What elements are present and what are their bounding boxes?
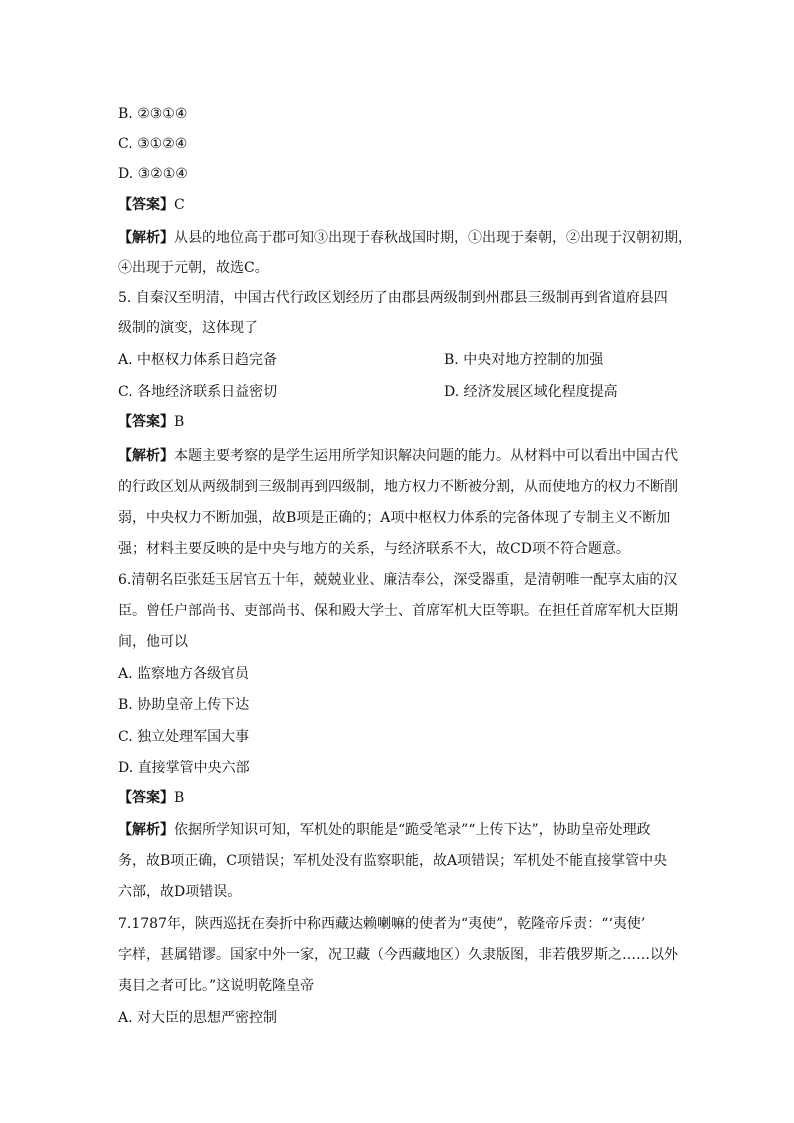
answer-value: B	[174, 790, 185, 806]
q6-stem-line: 间，他可以	[118, 634, 188, 650]
q6-option-a: A. 监察地方各级官员	[118, 666, 250, 682]
q6-stem-line: 臣。曾任户部尚书、吏部尚书、保和殿大学士、首席军机大臣等职。在担任首席军机大臣期	[118, 603, 678, 619]
q5-option-c: C. 各地经济联系日益密切	[118, 384, 278, 400]
q5-stem-line: 5. 自秦汉至明清，中国古代行政区划经历了由郡县两级制到州郡县三级制再到省道府县四	[118, 290, 668, 306]
q5-option-d: D. 经济发展区域化程度提高	[444, 384, 618, 400]
q5-answer	[118, 412, 184, 432]
analysis-label: 【解析】	[118, 230, 174, 246]
answer-value: B	[174, 414, 185, 430]
q4-option-d: D. ③②①④	[118, 166, 188, 182]
q5-analysis-line: 弱，中央权力不断加强，故B项是正确的；A项中枢权力体系的完备体现了专制主义不断加	[118, 510, 671, 526]
q6-analysis-line: 务，故B项正确，C项错误；军机处没有监察职能，故A项错误；军机处不能直接掌管中央	[118, 853, 668, 869]
answer-label: 【答案】	[118, 197, 174, 213]
q5-stem-line: 级制的演变，这体现了	[118, 320, 258, 336]
q6-analysis-line: 六部，故D项错误。	[118, 884, 242, 900]
q5-option-b: B. 中央对地方控制的加强	[444, 352, 604, 368]
q6-stem-line: 6.清朝名臣张廷玉居官五十年，兢兢业业、廉洁奉公，深受器重，是清朝唯一配享太庙的汉	[118, 572, 678, 588]
q4-answer	[118, 195, 185, 215]
q6-analysis-line	[118, 820, 651, 840]
answer-value: C	[174, 197, 185, 213]
analysis-label: 【解析】	[118, 822, 174, 838]
analysis-text: 从县的地位高于郡可知③出现于春秋战国时期，①出现于秦朝，②出现于汉朝初期，	[174, 230, 692, 246]
answer-label: 【答案】	[118, 414, 174, 430]
q6-option-d: D. 直接掌管中央六部	[118, 760, 250, 776]
q7-stem-line: 7.1787年，陕西巡抚在奏折中称西藏达赖喇嘛的使者为“夷使”，乾隆帝斥责：“‘夷使’	[118, 916, 646, 932]
q5-analysis-line	[118, 446, 678, 466]
q7-stem-line: 夷目之者可比。”这说明乾隆皇帝	[118, 978, 315, 994]
q6-option-b: B. 协助皇帝上传下达	[118, 697, 250, 713]
q6-option-c: C. 独立处理军国大事	[118, 729, 250, 745]
analysis-text: 本题主要考察的是学生运用所学知识解决问题的能力。从材料中可以看出中国古代	[174, 448, 678, 464]
q4-analysis-line	[118, 228, 692, 248]
q4-analysis-line: ④出现于元朝，故选C。	[118, 260, 269, 276]
analysis-text: 依据所学知识可知，军机处的职能是“跪受笔录”“上传下达”，协助皇帝处理政	[174, 822, 651, 838]
answer-label: 【答案】	[118, 790, 174, 806]
q5-analysis-line: 强；材料主要反映的是中央与地方的关系，与经济联系不大，故CD项不符合题意。	[118, 541, 630, 557]
q5-option-a: A. 中枢权力体系日趋完备	[118, 352, 278, 368]
q7-stem-line: 字样，甚属错谬。国家中外一家，况卫藏（今西藏地区）久隶版图，非若俄罗斯之……以外	[118, 947, 678, 963]
analysis-label: 【解析】	[118, 448, 174, 464]
q5-analysis-line: 的行政区划从两级制到三级制再到四级制，地方权力不断被分割，从而使地方的权力不断削	[118, 479, 678, 495]
q7-option-a: A. 对大臣的思想严密控制	[118, 1010, 278, 1026]
q4-option-c: C. ③①②④	[118, 136, 188, 152]
q6-answer	[118, 788, 184, 808]
q4-option-b: B. ②③①④	[118, 106, 188, 122]
